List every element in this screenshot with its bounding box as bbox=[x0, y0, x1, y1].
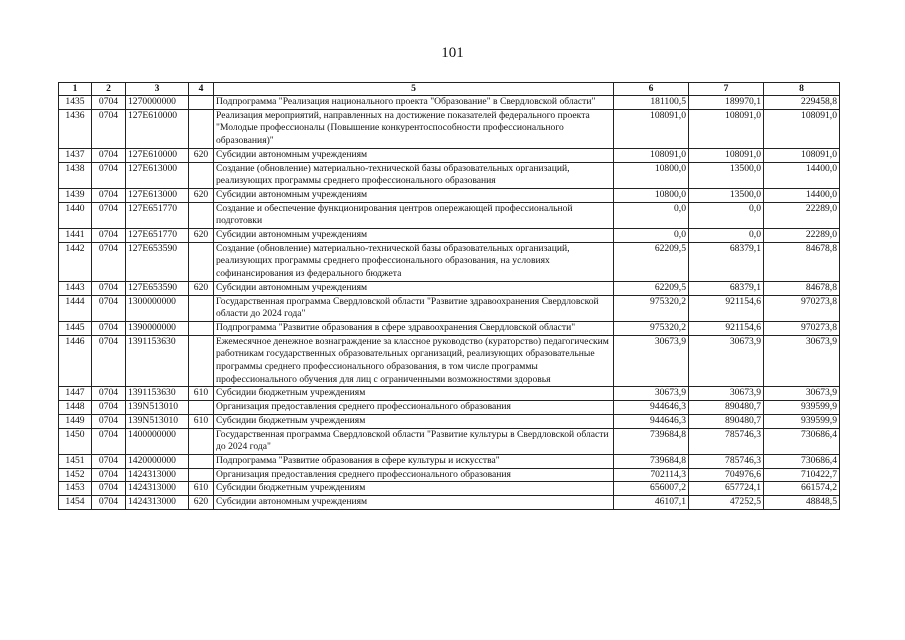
amount-col7-cell: 785746,3 bbox=[689, 454, 764, 468]
section-code-cell: 0704 bbox=[92, 162, 126, 188]
header-cell: 8 bbox=[764, 83, 840, 96]
table-row bbox=[59, 188, 840, 202]
table-row bbox=[59, 96, 840, 110]
expense-type-cell bbox=[189, 428, 214, 454]
row-number-cell: 1445 bbox=[59, 321, 92, 335]
description-cell: Субсидии бюджетным учреждениям bbox=[214, 387, 614, 401]
table-row bbox=[59, 242, 840, 281]
expense-type-cell bbox=[189, 454, 214, 468]
target-article-cell: 1270000000 bbox=[126, 96, 189, 110]
description-cell: Государственная программа Свердловской области "Развитие здравоохранения Свердловской области до 2024 года" bbox=[214, 295, 614, 321]
table-row bbox=[59, 229, 840, 243]
amount-col7-cell: 785746,3 bbox=[689, 428, 764, 454]
header-row bbox=[59, 83, 840, 96]
table-header bbox=[59, 83, 840, 96]
amount-col7-cell: 68379,1 bbox=[689, 242, 764, 281]
description-cell: Субсидии бюджетным учреждениям bbox=[214, 482, 614, 496]
table-row bbox=[59, 468, 840, 482]
amount-col6-cell: 944646,3 bbox=[614, 414, 689, 428]
header-cell: 1 bbox=[59, 83, 92, 96]
table-row bbox=[59, 321, 840, 335]
target-article-cell: 127E653590 bbox=[126, 242, 189, 281]
amount-col8-cell: 14400,0 bbox=[764, 188, 840, 202]
description-cell: Организация предоставления среднего профессионального образования bbox=[214, 468, 614, 482]
target-article-cell: 1420000000 bbox=[126, 454, 189, 468]
row-number-cell: 1435 bbox=[59, 96, 92, 110]
target-article-cell: 1390000000 bbox=[126, 321, 189, 335]
row-number-cell: 1453 bbox=[59, 482, 92, 496]
section-code-cell: 0704 bbox=[92, 148, 126, 162]
amount-col7-cell: 921154,6 bbox=[689, 295, 764, 321]
table-row bbox=[59, 428, 840, 454]
amount-col7-cell: 0,0 bbox=[689, 202, 764, 228]
row-number-cell: 1437 bbox=[59, 148, 92, 162]
amount-col6-cell: 62209,5 bbox=[614, 242, 689, 281]
amount-col7-cell: 704976,6 bbox=[689, 468, 764, 482]
description-cell: Субсидии бюджетным учреждениям bbox=[214, 414, 614, 428]
expense-type-cell: 620 bbox=[189, 281, 214, 295]
expense-type-cell bbox=[189, 335, 214, 387]
section-code-cell: 0704 bbox=[92, 281, 126, 295]
expense-type-cell bbox=[189, 162, 214, 188]
row-number-cell: 1440 bbox=[59, 202, 92, 228]
table-row bbox=[59, 202, 840, 228]
amount-col6-cell: 944646,3 bbox=[614, 401, 689, 415]
amount-col6-cell: 181100,5 bbox=[614, 96, 689, 110]
table-body bbox=[59, 96, 840, 510]
expense-type-cell: 610 bbox=[189, 414, 214, 428]
target-article-cell: 127E610000 bbox=[126, 148, 189, 162]
header-cell: 6 bbox=[614, 83, 689, 96]
header-cell: 7 bbox=[689, 83, 764, 96]
expense-type-cell bbox=[189, 295, 214, 321]
amount-col6-cell: 0,0 bbox=[614, 202, 689, 228]
table-row bbox=[59, 109, 840, 148]
target-article-cell: 127E651770 bbox=[126, 202, 189, 228]
expense-type-cell bbox=[189, 468, 214, 482]
section-code-cell: 0704 bbox=[92, 335, 126, 387]
amount-col8-cell: 710422,7 bbox=[764, 468, 840, 482]
amount-col8-cell: 730686,4 bbox=[764, 454, 840, 468]
budget-table bbox=[58, 82, 840, 510]
table-row bbox=[59, 401, 840, 415]
amount-col7-cell: 13500,0 bbox=[689, 162, 764, 188]
table-row bbox=[59, 162, 840, 188]
table-row bbox=[59, 387, 840, 401]
target-article-cell: 1400000000 bbox=[126, 428, 189, 454]
description-cell: Создание (обновление) материально-технической базы образовательных организаций, реализующих программы среднего профессионального образования, на условиях софинансирования из федерального бюджета bbox=[214, 242, 614, 281]
expense-type-cell bbox=[189, 321, 214, 335]
row-number-cell: 1454 bbox=[59, 496, 92, 510]
amount-col6-cell: 0,0 bbox=[614, 229, 689, 243]
row-number-cell: 1436 bbox=[59, 109, 92, 148]
amount-col8-cell: 48848,5 bbox=[764, 496, 840, 510]
amount-col6-cell: 62209,5 bbox=[614, 281, 689, 295]
amount-col6-cell: 108091,0 bbox=[614, 109, 689, 148]
amount-col6-cell: 46107,1 bbox=[614, 496, 689, 510]
expense-type-cell: 610 bbox=[189, 387, 214, 401]
row-number-cell: 1439 bbox=[59, 188, 92, 202]
amount-col8-cell: 939599,9 bbox=[764, 414, 840, 428]
table-row bbox=[59, 414, 840, 428]
amount-col8-cell: 22289,0 bbox=[764, 229, 840, 243]
header-cell: 2 bbox=[92, 83, 126, 96]
row-number-cell: 1438 bbox=[59, 162, 92, 188]
description-cell: Реализация мероприятий, направленных на достижение показателей федерального проекта "Молодые профессионалы (Повышение конкурентоспособности профессионального образования)" bbox=[214, 109, 614, 148]
row-number-cell: 1442 bbox=[59, 242, 92, 281]
section-code-cell: 0704 bbox=[92, 401, 126, 415]
expense-type-cell bbox=[189, 96, 214, 110]
section-code-cell: 0704 bbox=[92, 202, 126, 228]
section-code-cell: 0704 bbox=[92, 295, 126, 321]
target-article-cell: 1391153630 bbox=[126, 335, 189, 387]
amount-col6-cell: 10800,0 bbox=[614, 162, 689, 188]
section-code-cell: 0704 bbox=[92, 242, 126, 281]
description-cell: Субсидии автономным учреждениям bbox=[214, 188, 614, 202]
description-cell: Создание (обновление) материально-технической базы образовательных организаций, реализующих программы среднего профессионального образования bbox=[214, 162, 614, 188]
amount-col7-cell: 13500,0 bbox=[689, 188, 764, 202]
section-code-cell: 0704 bbox=[92, 96, 126, 110]
amount-col6-cell: 30673,9 bbox=[614, 387, 689, 401]
amount-col8-cell: 108091,0 bbox=[764, 148, 840, 162]
table-row bbox=[59, 482, 840, 496]
section-code-cell: 0704 bbox=[92, 188, 126, 202]
amount-col8-cell: 14400,0 bbox=[764, 162, 840, 188]
amount-col8-cell: 970273,8 bbox=[764, 295, 840, 321]
amount-col7-cell: 30673,9 bbox=[689, 387, 764, 401]
row-number-cell: 1449 bbox=[59, 414, 92, 428]
amount-col7-cell: 108091,0 bbox=[689, 109, 764, 148]
row-number-cell: 1447 bbox=[59, 387, 92, 401]
description-cell: Ежемесячное денежное вознаграждение за классное руководство (кураторство) педагогическим работникам государственных образовательных организаций, реализующих образовательные программы среднего профессионального образования, в том числе программы профессионального обучения для лиц с ограниченными возможностями здоровья bbox=[214, 335, 614, 387]
expense-type-cell: 610 bbox=[189, 482, 214, 496]
row-number-cell: 1441 bbox=[59, 229, 92, 243]
amount-col6-cell: 108091,0 bbox=[614, 148, 689, 162]
amount-col7-cell: 47252,5 bbox=[689, 496, 764, 510]
target-article-cell: 127E651770 bbox=[126, 229, 189, 243]
section-code-cell: 0704 bbox=[92, 454, 126, 468]
amount-col7-cell: 0,0 bbox=[689, 229, 764, 243]
section-code-cell: 0704 bbox=[92, 414, 126, 428]
row-number-cell: 1452 bbox=[59, 468, 92, 482]
amount-col8-cell: 30673,9 bbox=[764, 335, 840, 387]
target-article-cell: 1424313000 bbox=[126, 468, 189, 482]
section-code-cell: 0704 bbox=[92, 229, 126, 243]
amount-col8-cell: 22289,0 bbox=[764, 202, 840, 228]
table-row bbox=[59, 295, 840, 321]
expense-type-cell bbox=[189, 109, 214, 148]
description-cell: Подпрограмма "Развитие образования в сфере культуры и искусства" bbox=[214, 454, 614, 468]
amount-col6-cell: 10800,0 bbox=[614, 188, 689, 202]
table-row bbox=[59, 496, 840, 510]
expense-type-cell bbox=[189, 242, 214, 281]
amount-col7-cell: 68379,1 bbox=[689, 281, 764, 295]
amount-col7-cell: 921154,6 bbox=[689, 321, 764, 335]
table-row bbox=[59, 281, 840, 295]
amount-col6-cell: 656007,2 bbox=[614, 482, 689, 496]
target-article-cell: 1300000000 bbox=[126, 295, 189, 321]
target-article-cell: 139N513010 bbox=[126, 414, 189, 428]
amount-col7-cell: 30673,9 bbox=[689, 335, 764, 387]
target-article-cell: 1424313000 bbox=[126, 496, 189, 510]
target-article-cell: 127E613000 bbox=[126, 162, 189, 188]
target-article-cell: 1391153630 bbox=[126, 387, 189, 401]
row-number-cell: 1451 bbox=[59, 454, 92, 468]
amount-col7-cell: 108091,0 bbox=[689, 148, 764, 162]
table-row bbox=[59, 148, 840, 162]
amount-col8-cell: 108091,0 bbox=[764, 109, 840, 148]
section-code-cell: 0704 bbox=[92, 321, 126, 335]
section-code-cell: 0704 bbox=[92, 482, 126, 496]
amount-col7-cell: 657724,1 bbox=[689, 482, 764, 496]
amount-col8-cell: 730686,4 bbox=[764, 428, 840, 454]
header-cell: 5 bbox=[214, 83, 614, 96]
amount-col6-cell: 702114,3 bbox=[614, 468, 689, 482]
target-article-cell: 139N513010 bbox=[126, 401, 189, 415]
description-cell: Подпрограмма "Реализация национального проекта "Образование" в Свердловской области" bbox=[214, 96, 614, 110]
row-number-cell: 1443 bbox=[59, 281, 92, 295]
amount-col8-cell: 84678,8 bbox=[764, 242, 840, 281]
amount-col6-cell: 739684,8 bbox=[614, 454, 689, 468]
expense-type-cell: 620 bbox=[189, 188, 214, 202]
header-cell: 3 bbox=[126, 83, 189, 96]
description-cell: Субсидии автономным учреждениям bbox=[214, 281, 614, 295]
description-cell: Организация предоставления среднего профессионального образования bbox=[214, 401, 614, 415]
row-number-cell: 1448 bbox=[59, 401, 92, 415]
amount-col8-cell: 30673,9 bbox=[764, 387, 840, 401]
expense-type-cell: 620 bbox=[189, 148, 214, 162]
target-article-cell: 127E653590 bbox=[126, 281, 189, 295]
section-code-cell: 0704 bbox=[92, 468, 126, 482]
amount-col6-cell: 975320,2 bbox=[614, 321, 689, 335]
amount-col8-cell: 84678,8 bbox=[764, 281, 840, 295]
amount-col6-cell: 975320,2 bbox=[614, 295, 689, 321]
amount-col6-cell: 739684,8 bbox=[614, 428, 689, 454]
target-article-cell: 127E613000 bbox=[126, 188, 189, 202]
amount-col7-cell: 890480,7 bbox=[689, 414, 764, 428]
table-row bbox=[59, 454, 840, 468]
row-number-cell: 1446 bbox=[59, 335, 92, 387]
page-number: 101 bbox=[441, 45, 464, 61]
expense-type-cell: 620 bbox=[189, 496, 214, 510]
section-code-cell: 0704 bbox=[92, 428, 126, 454]
target-article-cell: 127E610000 bbox=[126, 109, 189, 148]
description-cell: Государственная программа Свердловской области "Развитие культуры в Свердловской области до 2024 года" bbox=[214, 428, 614, 454]
expense-type-cell: 620 bbox=[189, 229, 214, 243]
amount-col8-cell: 970273,8 bbox=[764, 321, 840, 335]
description-cell: Субсидии автономным учреждениям bbox=[214, 229, 614, 243]
expense-type-cell bbox=[189, 202, 214, 228]
amount-col7-cell: 189970,1 bbox=[689, 96, 764, 110]
expense-type-cell bbox=[189, 401, 214, 415]
description-cell: Субсидии автономным учреждениям bbox=[214, 148, 614, 162]
amount-col8-cell: 939599,9 bbox=[764, 401, 840, 415]
amount-col6-cell: 30673,9 bbox=[614, 335, 689, 387]
row-number-cell: 1444 bbox=[59, 295, 92, 321]
description-cell: Создание и обеспечение функционирования центров опережающей профессиональной подготовки bbox=[214, 202, 614, 228]
row-number-cell: 1450 bbox=[59, 428, 92, 454]
description-cell: Субсидии автономным учреждениям bbox=[214, 496, 614, 510]
header-cell: 4 bbox=[189, 83, 214, 96]
amount-col8-cell: 661574,2 bbox=[764, 482, 840, 496]
target-article-cell: 1424313000 bbox=[126, 482, 189, 496]
section-code-cell: 0704 bbox=[92, 387, 126, 401]
amount-col7-cell: 890480,7 bbox=[689, 401, 764, 415]
section-code-cell: 0704 bbox=[92, 109, 126, 148]
table-row bbox=[59, 335, 840, 387]
section-code-cell: 0704 bbox=[92, 496, 126, 510]
description-cell: Подпрограмма "Развитие образования в сфере здравоохранения Свердловской области" bbox=[214, 321, 614, 335]
amount-col8-cell: 229458,8 bbox=[764, 96, 840, 110]
